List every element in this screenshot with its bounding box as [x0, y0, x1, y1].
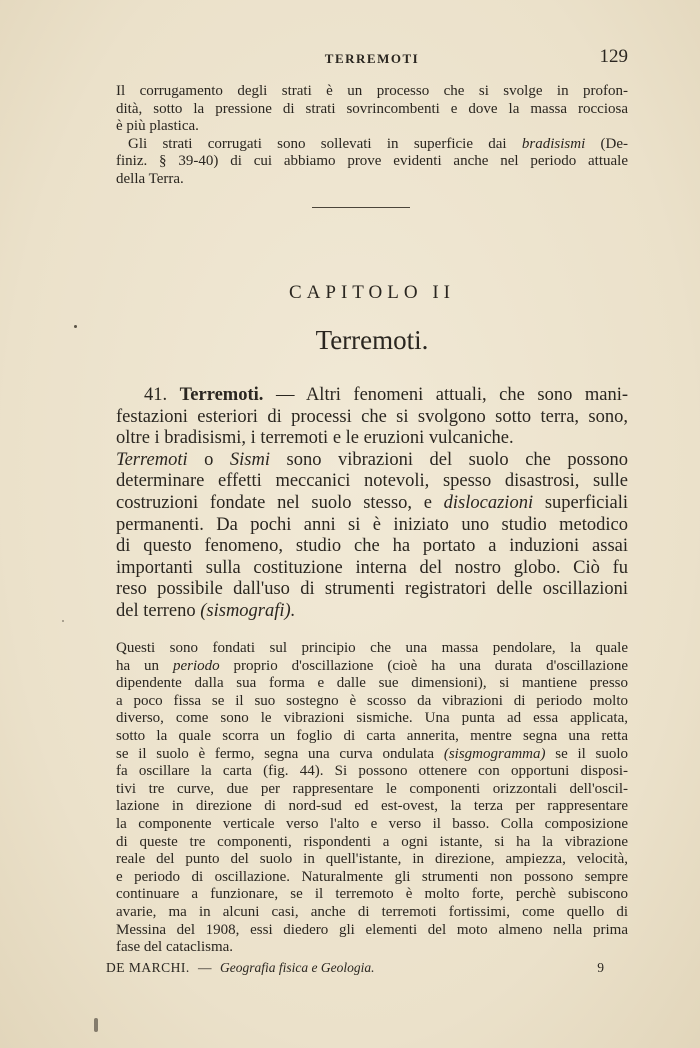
text-line: sotto la quale scorra un foglio di carta annerita, mentre segna una retta — [116, 727, 628, 744]
paper-speck — [94, 1018, 98, 1032]
text-line: tivi tre curve, due per rappresentare le componenti orizzontali dell'oscil- — [116, 780, 628, 797]
text-line: Gli strati corrugati sono sollevati in superficie dai bradisismi (De- — [128, 135, 629, 152]
section-41 — [116, 385, 628, 623]
text-line: finiz. § 39-40) di cui abbiamo prove evidenti anche nel periodo attuale — [116, 153, 628, 170]
small-paragraph — [116, 640, 628, 957]
page-footer — [106, 960, 604, 980]
section-number: 41. — [144, 385, 168, 405]
text-line: se il suolo è fermo, segna una curva ondulata (sisgmogramma) se il suolo — [116, 745, 629, 762]
text-line: Il corrugamento degli strati è un processo che si svolge in profon- — [116, 83, 628, 99]
text-line: reale del punto del suolo in quell'istante, in direzione, ampiezza, velocità, — [116, 851, 628, 868]
text-line: reso possibile dall'uso di strumenti registratori delle oscillazioni — [116, 579, 628, 600]
text-line: fase del cataclisma. — [116, 939, 234, 956]
top-paragraph — [116, 83, 628, 189]
text-line: e periodo di oscillazione. Naturalmente gli strumenti non possono sempre — [116, 868, 628, 885]
text-line: dità, sotto la pressione di strati sovrincombenti e dove la massa rocciosa — [116, 100, 628, 117]
section-heading: Terremoti. — [179, 385, 264, 405]
footer-book-title: Geografia fisica e Geologia. — [220, 960, 375, 975]
text-line: determinare effetti meccanici notevoli, spesso disastrosi, sulle — [116, 471, 628, 492]
text-line: festazioni esteriori di processi che si svolgono sotto terra, sono, — [116, 406, 628, 427]
text-line: 41. Terremoti. — Altri fenomeni attuali, che sono mani- — [144, 385, 629, 405]
text-line: dipendente dalla sua forma e dalle sue dimensioni), si mantiene presso — [116, 675, 628, 692]
text-line: la componente verticale verso l'alto e verso il basso. Colla composizione — [116, 815, 628, 832]
text-line: avarie, ma in alcuni casi, anche di terremoti fortissimi, come quello di — [116, 903, 628, 920]
paper-speck — [74, 325, 77, 328]
text-line: del terreno (sismografi). — [116, 600, 296, 621]
italic-term: bradisismi — [521, 135, 586, 152]
text-line: continuare a funzionare, se il terremoto è molto forte, perchè subiscono — [116, 886, 628, 903]
text-line: è più plastica. — [116, 118, 199, 135]
text-line: ha un periodo proprio d'oscillazione (cioè ha una durata d'oscillazione — [116, 657, 629, 674]
footer-author: DE MARCHI. — [106, 960, 190, 975]
text-line: importanti sulla costituzione interna del nostro globo. Ciò fu — [116, 557, 628, 578]
text-line: della Terra. — [116, 170, 184, 187]
text-line: Questi sono fondati sul principio che una massa pendolare, la quale — [116, 640, 628, 656]
text-line: di queste tre componenti, rispondenti a ogni istante, si ha la vibrazione — [116, 833, 628, 850]
section-divider — [312, 207, 410, 208]
text-line: di questo fenomeno, studio che ha portato a induzioni assai — [116, 536, 628, 557]
running-title: TERREMOTI — [324, 51, 420, 66]
text-line: Messina del 1908, essi diedero gli elementi del moto almeno nella prima — [116, 921, 628, 938]
text-line: lazione in direzione di nord-sud ed est-ovest, la terza per rappresentare — [116, 798, 628, 815]
text-line: a poco fissa se il suo sostegno è scosso da vibrazioni di periodo molto — [116, 692, 628, 709]
text-line: permanenti. Da pochi anni si è iniziato uno studio metodico — [116, 514, 628, 535]
page-number: 129 — [599, 46, 628, 67]
text-line: costruzioni fondate nel suolo stesso, e dislocazioni superficiali — [116, 492, 629, 513]
text-line: Terremoti o Sismi sono vibrazioni del suolo che possono — [116, 449, 629, 470]
footer-signature: 9 — [597, 960, 604, 975]
page-header — [116, 46, 628, 70]
chapter-title: Terremoti. — [315, 325, 429, 355]
text-line: oltre i bradisismi, i terremoti e le eruzioni vulcaniche. — [116, 428, 514, 449]
chapter-label: CAPITOLO II — [288, 282, 455, 303]
text-line: diverso, come sono le vibrazioni sismiche. Una punta ad essa applicata, — [116, 710, 628, 727]
text-line: fa oscillare la carta (fig. 44). Si possono ottenere con opportuni disposi- — [116, 763, 628, 780]
paper-speck — [62, 620, 64, 622]
footer-separator: — — [198, 960, 212, 975]
